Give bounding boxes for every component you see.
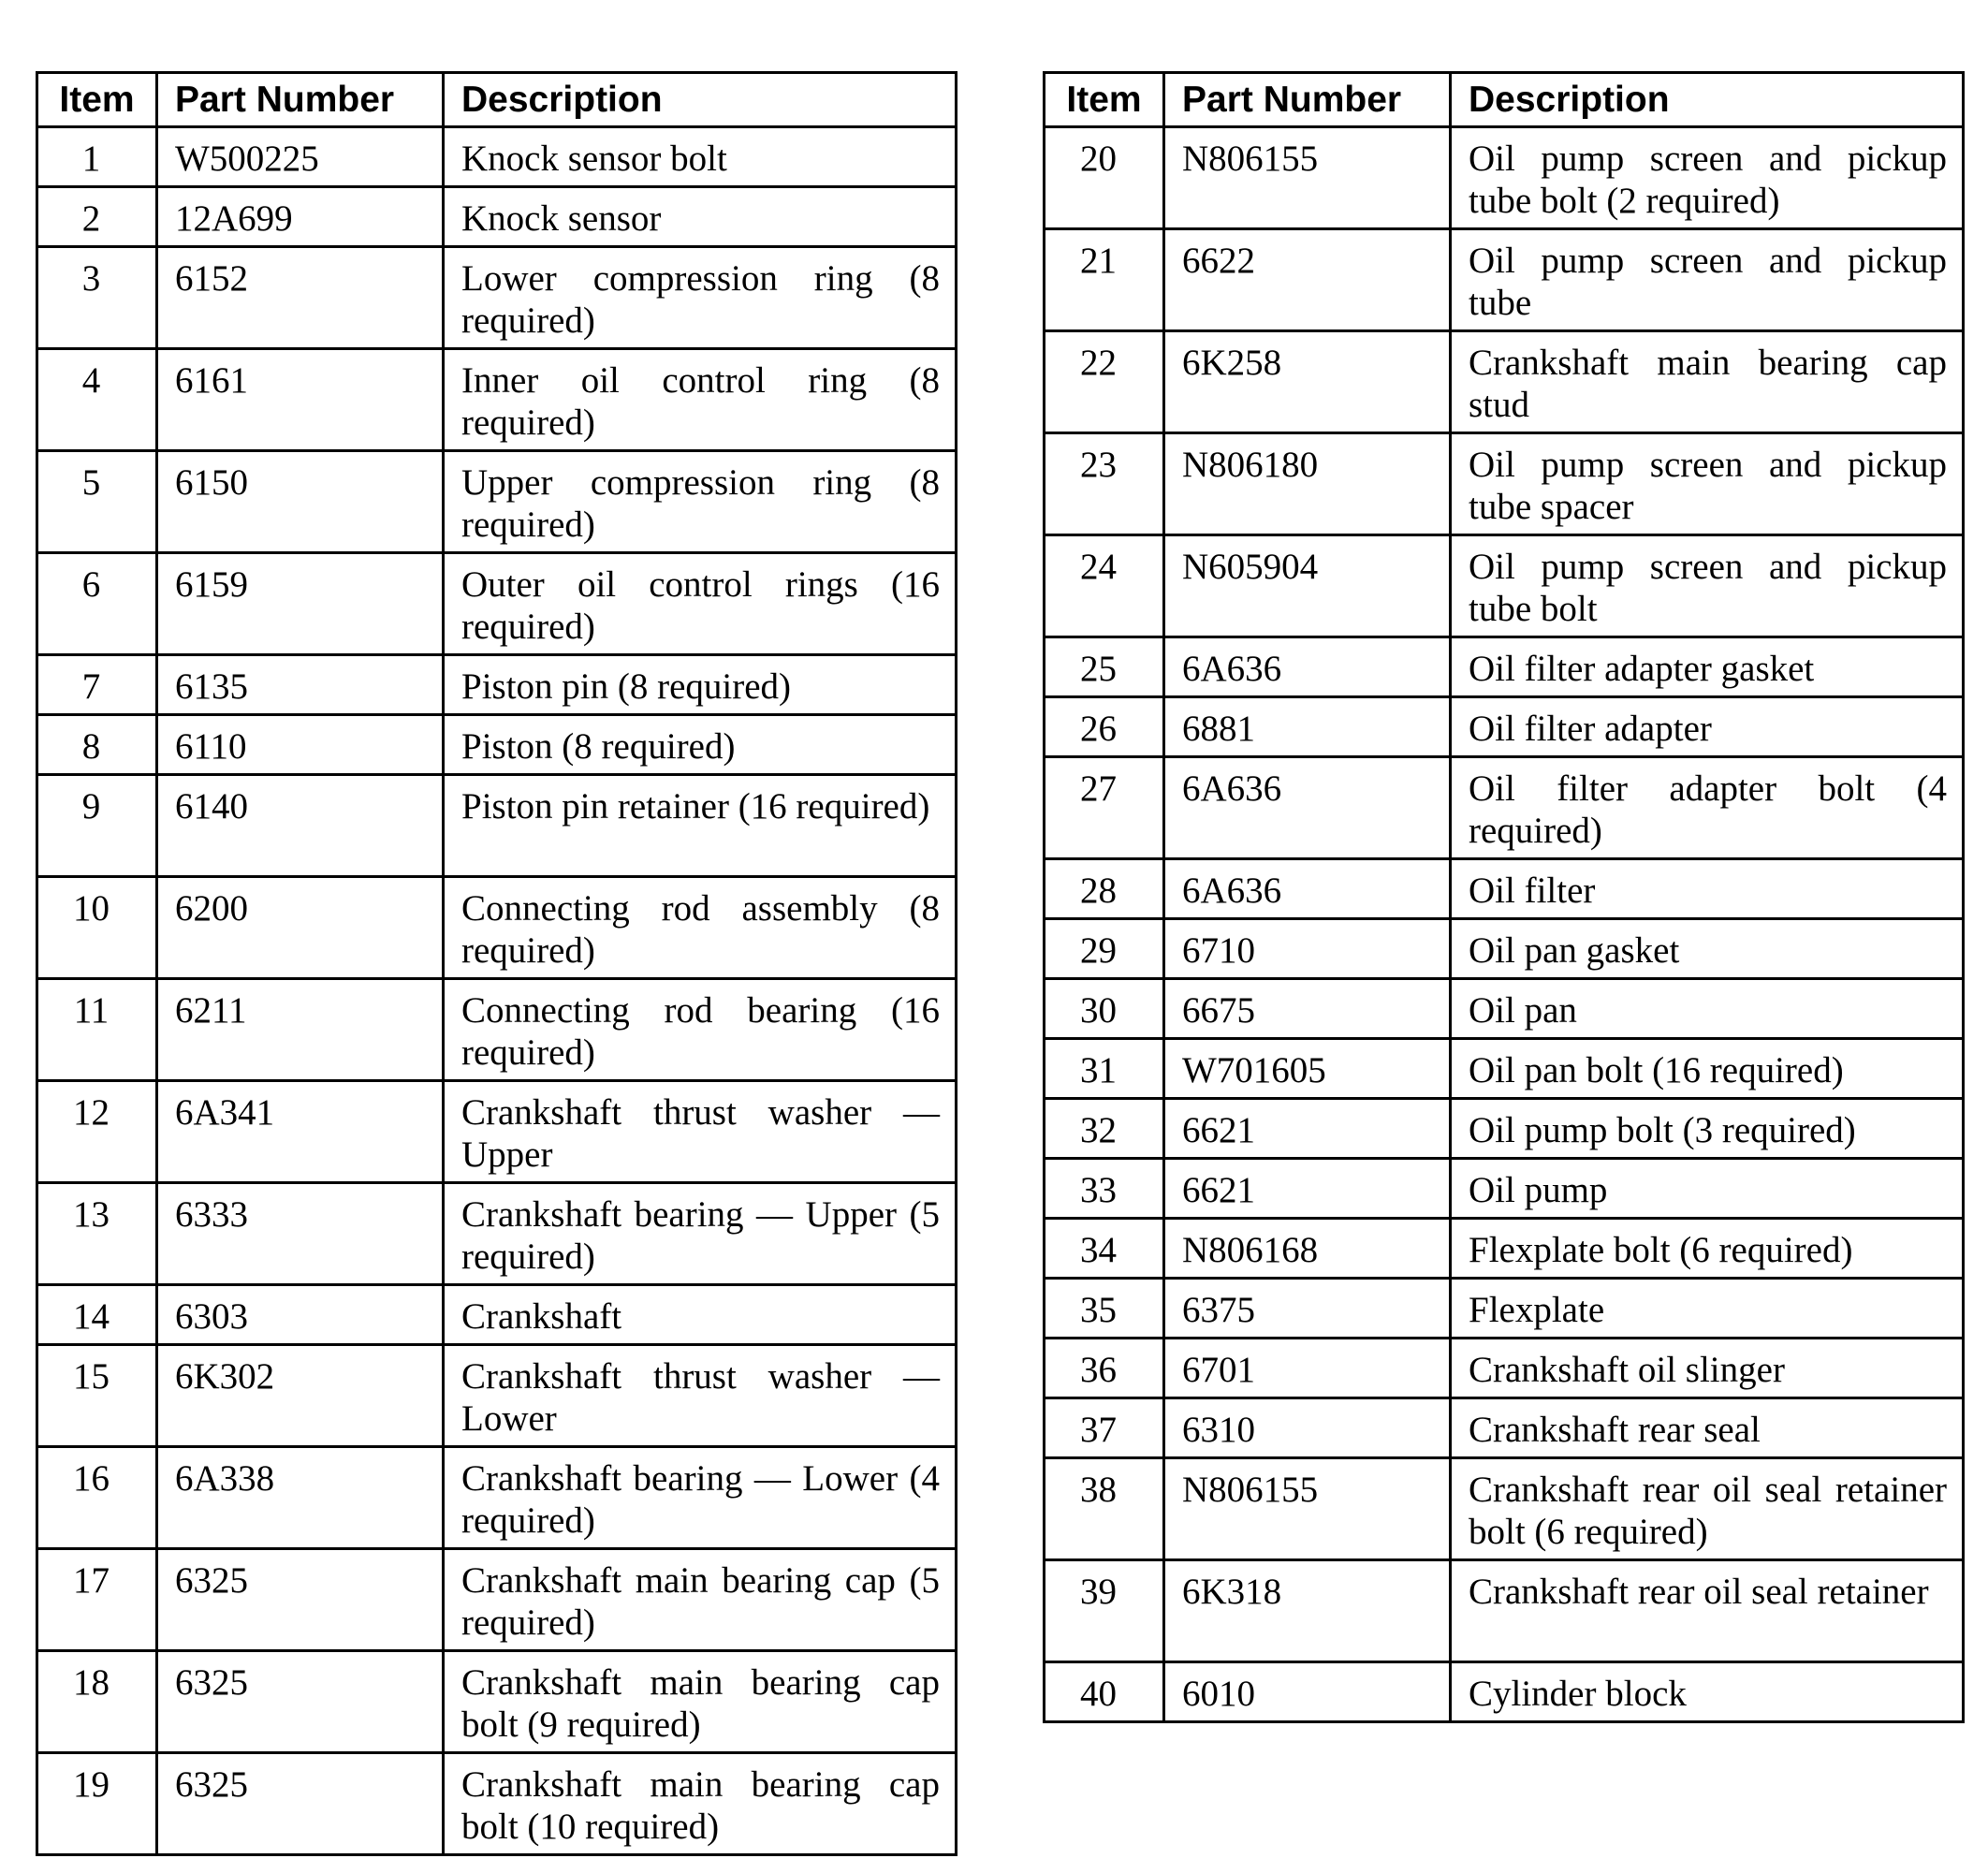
description-cell: Crankshaft rear oil seal retainer xyxy=(1451,1560,1964,1662)
table-row xyxy=(37,187,957,247)
table-row xyxy=(1045,229,1964,331)
item-cell: 4 xyxy=(37,349,157,451)
table-row xyxy=(1045,1560,1964,1662)
part-number-cell: 6622 xyxy=(1164,229,1451,331)
item-cell: 22 xyxy=(1045,331,1164,433)
table-row xyxy=(1045,1662,1964,1722)
part-number-cell: W500225 xyxy=(157,127,444,187)
item-cell: 17 xyxy=(37,1549,157,1651)
item-cell: 11 xyxy=(37,979,157,1081)
table-header-row xyxy=(1045,73,1964,127)
table-row xyxy=(37,1447,957,1549)
description-cell: Crankshaft main bearing cap (5 required) xyxy=(444,1549,957,1651)
parts-table-left xyxy=(36,71,957,1856)
part-number-cell: 6110 xyxy=(157,715,444,775)
table-row xyxy=(1045,757,1964,859)
item-cell: 16 xyxy=(37,1447,157,1549)
item-cell: 34 xyxy=(1045,1219,1164,1279)
description-cell: Crankshaft rear oil seal retainer bolt (6 required) xyxy=(1451,1458,1964,1560)
table-row xyxy=(37,1285,957,1345)
part-number-cell: 6375 xyxy=(1164,1279,1451,1339)
description-cell: Crankshaft thrust washer — Lower xyxy=(444,1345,957,1447)
column-header-part-number: Part Number xyxy=(157,73,444,127)
description-cell: Upper compression ring (8 required) xyxy=(444,451,957,553)
table-row xyxy=(37,655,957,715)
item-cell: 18 xyxy=(37,1651,157,1753)
table-row xyxy=(37,1753,957,1855)
table-row xyxy=(37,1651,957,1753)
part-number-cell: 6K302 xyxy=(157,1345,444,1447)
table-row xyxy=(37,553,957,655)
column-header-item: Item xyxy=(1045,73,1164,127)
item-cell: 20 xyxy=(1045,127,1164,229)
table-row xyxy=(1045,1339,1964,1398)
item-cell: 10 xyxy=(37,877,157,979)
part-number-cell: 6A636 xyxy=(1164,859,1451,919)
description-cell: Crankshaft rear seal xyxy=(1451,1398,1964,1458)
table-row xyxy=(37,1345,957,1447)
part-number-cell: 6710 xyxy=(1164,919,1451,979)
description-cell: Oil pump xyxy=(1451,1159,1964,1219)
part-number-cell: 6621 xyxy=(1164,1099,1451,1159)
description-cell: Piston pin retainer (16 required) xyxy=(444,775,957,877)
table-row xyxy=(1045,1279,1964,1339)
description-cell: Piston (8 required) xyxy=(444,715,957,775)
description-cell: Flexplate xyxy=(1451,1279,1964,1339)
parts-table-body xyxy=(1045,127,1964,1722)
part-number-cell: 6701 xyxy=(1164,1339,1451,1398)
table-row xyxy=(1045,979,1964,1039)
column-header-part-number: Part Number xyxy=(1164,73,1451,127)
description-cell: Oil pump screen and pickup tube spacer xyxy=(1451,433,1964,535)
item-cell: 27 xyxy=(1045,757,1164,859)
item-cell: 1 xyxy=(37,127,157,187)
table-row xyxy=(1045,637,1964,697)
part-number-cell: 6K318 xyxy=(1164,1560,1451,1662)
item-cell: 32 xyxy=(1045,1099,1164,1159)
description-cell: Inner oil control ring (8 required) xyxy=(444,349,957,451)
part-number-cell: 6150 xyxy=(157,451,444,553)
part-number-cell: 6161 xyxy=(157,349,444,451)
item-cell: 15 xyxy=(37,1345,157,1447)
column-header-description: Description xyxy=(444,73,957,127)
table-row xyxy=(1045,535,1964,637)
part-number-cell: 6A341 xyxy=(157,1081,444,1183)
description-cell: Outer oil control rings (16 required) xyxy=(444,553,957,655)
item-cell: 25 xyxy=(1045,637,1164,697)
item-cell: 37 xyxy=(1045,1398,1164,1458)
table-row xyxy=(1045,1458,1964,1560)
part-number-cell: 12A699 xyxy=(157,187,444,247)
item-cell: 13 xyxy=(37,1183,157,1285)
item-cell: 36 xyxy=(1045,1339,1164,1398)
table-row xyxy=(37,715,957,775)
part-number-cell: 6675 xyxy=(1164,979,1451,1039)
table-row xyxy=(37,349,957,451)
item-cell: 30 xyxy=(1045,979,1164,1039)
part-number-cell: 6010 xyxy=(1164,1662,1451,1722)
description-cell: Oil pump screen and pickup tube xyxy=(1451,229,1964,331)
part-number-cell: 6333 xyxy=(157,1183,444,1285)
part-number-cell: N806180 xyxy=(1164,433,1451,535)
part-number-cell: 6325 xyxy=(157,1549,444,1651)
part-number-cell: N605904 xyxy=(1164,535,1451,637)
part-number-cell: N806155 xyxy=(1164,127,1451,229)
table-row xyxy=(1045,127,1964,229)
description-cell: Crankshaft main bearing cap bolt (10 required) xyxy=(444,1753,957,1855)
table-row xyxy=(1045,331,1964,433)
description-cell: Crankshaft main bearing cap stud xyxy=(1451,331,1964,433)
table-row xyxy=(1045,1039,1964,1099)
item-cell: 6 xyxy=(37,553,157,655)
table-row xyxy=(37,979,957,1081)
description-cell: Crankshaft main bearing cap bolt (9 required) xyxy=(444,1651,957,1753)
item-cell: 38 xyxy=(1045,1458,1164,1560)
description-cell: Oil pan gasket xyxy=(1451,919,1964,979)
table-row xyxy=(1045,859,1964,919)
item-cell: 14 xyxy=(37,1285,157,1345)
description-cell: Oil pan xyxy=(1451,979,1964,1039)
item-cell: 29 xyxy=(1045,919,1164,979)
part-number-cell: 6200 xyxy=(157,877,444,979)
part-number-cell: 6159 xyxy=(157,553,444,655)
description-cell: Knock sensor xyxy=(444,187,957,247)
item-cell: 8 xyxy=(37,715,157,775)
item-cell: 3 xyxy=(37,247,157,349)
description-cell: Crankshaft bearing — Lower (4 required) xyxy=(444,1447,957,1549)
item-cell: 2 xyxy=(37,187,157,247)
part-number-cell: 6A636 xyxy=(1164,757,1451,859)
column-header-description: Description xyxy=(1451,73,1964,127)
part-number-cell: 6325 xyxy=(157,1651,444,1753)
description-cell: Piston pin (8 required) xyxy=(444,655,957,715)
item-cell: 40 xyxy=(1045,1662,1164,1722)
table-row xyxy=(1045,1219,1964,1279)
part-number-cell: 6A636 xyxy=(1164,637,1451,697)
part-number-cell: 6881 xyxy=(1164,697,1451,757)
item-cell: 24 xyxy=(1045,535,1164,637)
item-cell: 26 xyxy=(1045,697,1164,757)
item-cell: 21 xyxy=(1045,229,1164,331)
part-number-cell: W701605 xyxy=(1164,1039,1451,1099)
item-cell: 9 xyxy=(37,775,157,877)
description-cell: Crankshaft oil slinger xyxy=(1451,1339,1964,1398)
description-cell: Oil filter xyxy=(1451,859,1964,919)
description-cell: Crankshaft thrust washer — Upper xyxy=(444,1081,957,1183)
description-cell: Oil filter adapter gasket xyxy=(1451,637,1964,697)
item-cell: 7 xyxy=(37,655,157,715)
item-cell: 12 xyxy=(37,1081,157,1183)
table-row xyxy=(37,1183,957,1285)
part-number-cell: 6310 xyxy=(1164,1398,1451,1458)
table-row xyxy=(1045,1159,1964,1219)
part-number-cell: 6325 xyxy=(157,1753,444,1855)
part-number-cell: 6211 xyxy=(157,979,444,1081)
part-number-cell: 6140 xyxy=(157,775,444,877)
table-row xyxy=(37,127,957,187)
description-cell: Oil filter adapter xyxy=(1451,697,1964,757)
description-cell: Lower compression ring (8 required) xyxy=(444,247,957,349)
description-cell: Crankshaft xyxy=(444,1285,957,1345)
description-cell: Oil pump screen and pickup tube bolt (2 required) xyxy=(1451,127,1964,229)
description-cell: Flexplate bolt (6 required) xyxy=(1451,1219,1964,1279)
table-row xyxy=(37,1081,957,1183)
item-cell: 31 xyxy=(1045,1039,1164,1099)
part-number-cell: 6K258 xyxy=(1164,331,1451,433)
table-row xyxy=(37,451,957,553)
part-number-cell: 6621 xyxy=(1164,1159,1451,1219)
parts-table-right xyxy=(1043,71,1965,1723)
item-cell: 5 xyxy=(37,451,157,553)
description-cell: Oil pump screen and pickup tube bolt xyxy=(1451,535,1964,637)
description-cell: Oil pump bolt (3 required) xyxy=(1451,1099,1964,1159)
table-header-row xyxy=(37,73,957,127)
part-number-cell: 6A338 xyxy=(157,1447,444,1549)
item-cell: 23 xyxy=(1045,433,1164,535)
description-cell: Connecting rod bearing (16 required) xyxy=(444,979,957,1081)
parts-table-body xyxy=(37,127,957,1855)
table-row xyxy=(1045,433,1964,535)
description-cell: Oil pan bolt (16 required) xyxy=(1451,1039,1964,1099)
item-cell: 28 xyxy=(1045,859,1164,919)
description-cell: Crankshaft bearing — Upper (5 required) xyxy=(444,1183,957,1285)
table-row xyxy=(37,775,957,877)
item-cell: 33 xyxy=(1045,1159,1164,1219)
item-cell: 35 xyxy=(1045,1279,1164,1339)
table-row xyxy=(1045,919,1964,979)
description-cell: Cylinder block xyxy=(1451,1662,1964,1722)
table-row xyxy=(37,877,957,979)
table-row xyxy=(37,1549,957,1651)
description-cell: Oil filter adapter bolt (4 required) xyxy=(1451,757,1964,859)
table-row xyxy=(1045,697,1964,757)
part-number-cell: N806168 xyxy=(1164,1219,1451,1279)
part-number-cell: 6152 xyxy=(157,247,444,349)
description-cell: Knock sensor bolt xyxy=(444,127,957,187)
column-header-item: Item xyxy=(37,73,157,127)
table-row xyxy=(1045,1398,1964,1458)
table-row xyxy=(37,247,957,349)
item-cell: 39 xyxy=(1045,1560,1164,1662)
item-cell: 19 xyxy=(37,1753,157,1855)
part-number-cell: 6135 xyxy=(157,655,444,715)
part-number-cell: N806155 xyxy=(1164,1458,1451,1560)
part-number-cell: 6303 xyxy=(157,1285,444,1345)
description-cell: Connecting rod assembly (8 required) xyxy=(444,877,957,979)
table-row xyxy=(1045,1099,1964,1159)
